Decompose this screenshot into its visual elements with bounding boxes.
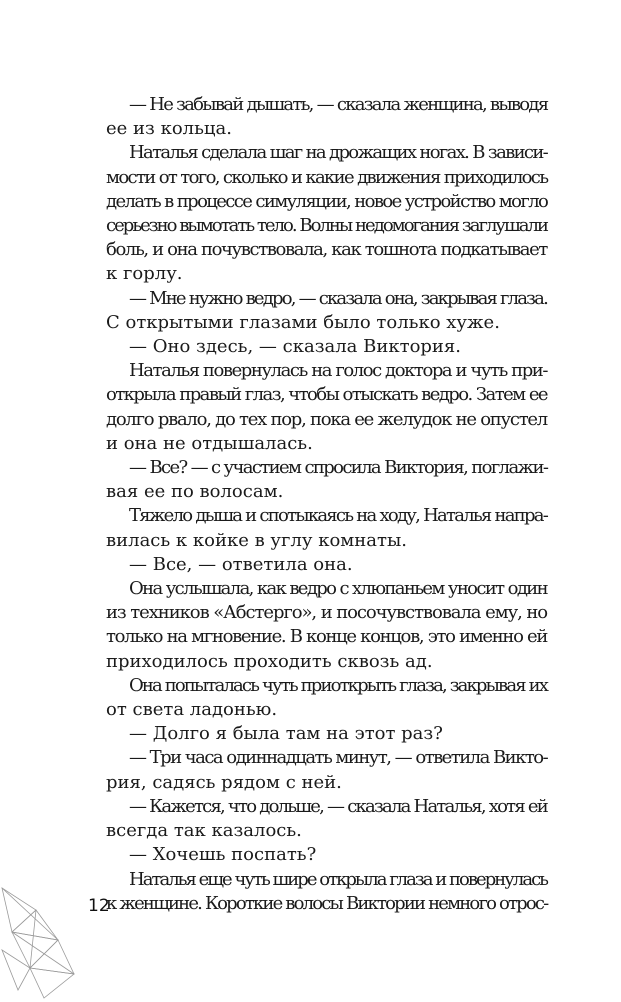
paragraph (106, 577, 547, 674)
text-line: серьезно вымотать тело. Волны недомогания заглушали (106, 215, 547, 237)
text-line: — Мне нужно ведро, — сказала она, закрывая глаза. (129, 287, 547, 309)
paragraph (106, 141, 547, 286)
text-line: — Три часа одиннадцать минут, — ответила Викто- (129, 747, 548, 769)
geometric-ornament-icon (0, 880, 80, 1002)
text-line: — Все? — с участием спросила Виктория, поглажи- (129, 457, 548, 479)
text-line: ее из кольца. (106, 118, 232, 140)
text-line: всегда так казалось. (106, 820, 302, 842)
paragraph (106, 674, 547, 722)
text-line: Она попыталась чуть приоткрыть глаза, закрывая их (129, 674, 548, 696)
text-line: вая ее по волосам. (106, 481, 284, 503)
text-line: Наталья еще чуть шире открыла глаза и повернулась (129, 868, 547, 890)
paragraph (106, 843, 547, 867)
paragraph (106, 746, 547, 794)
text-line: — Кажется, что дольше, — сказала Наталья, хотя ей (129, 795, 547, 817)
text-line: рия, садясь рядом с ней. (106, 771, 342, 793)
text-line: — Все, — ответила она. (129, 553, 353, 575)
paragraph (106, 359, 547, 456)
text-line: приходилось проходить сквозь ад. (106, 650, 433, 672)
text-line: боль, и она почувствовала, как тошнота подкатывает (106, 239, 547, 261)
text-line: к горлу. (106, 263, 183, 285)
paragraph (106, 868, 547, 916)
text-line: — Оно здесь, — сказала Виктория. (129, 336, 461, 358)
text-line: мости от того, сколько и какие движения приходилось (106, 166, 548, 188)
text-line: С открытыми глазами было только хуже. (106, 311, 500, 333)
text-line: к женщине. Короткие волосы Виктории немного отрос- (106, 892, 548, 914)
paragraph (106, 93, 547, 141)
text-line: Наталья повернулась на голос доктора и чуть при- (129, 360, 547, 382)
paragraph (106, 335, 547, 359)
text-line: Она услышала, как ведро с хлюпаньем уносит один (129, 578, 547, 600)
body-text (106, 93, 547, 916)
text-line: из техников «Абстерго», и посочувствовала ему, но (106, 602, 548, 624)
text-line: Тяжело дыша и спотыкаясь на ходу, Наталья напра- (129, 505, 548, 527)
text-line: открыла правый глаз, чтобы отыскать ведро. Затем ее (106, 384, 547, 406)
page-number: 12 (88, 896, 110, 916)
paragraph (106, 795, 547, 843)
paragraph (106, 553, 547, 577)
text-line: — Долго я была там на этот раз? (129, 723, 443, 745)
text-line: только на мгновение. В конце концов, это именно ей (106, 626, 547, 648)
paragraph (106, 287, 547, 335)
text-line: делать в процессе симуляции, новое устройство могло (106, 190, 548, 212)
text-line: — Не забывай дышать, — сказала женщина, выводя (129, 94, 548, 115)
text-line: от света ладонью. (106, 699, 278, 721)
paragraph (106, 456, 547, 504)
text-line: долго рвало, до тех пор, пока ее желудок не опустел (106, 408, 547, 430)
paragraph (106, 722, 547, 746)
text-line: Наталья сделала шаг на дрожащих ногах. В зависи- (129, 142, 548, 164)
paragraph (106, 504, 547, 552)
text-line: вилась к койке в углу комнаты. (106, 529, 408, 551)
text-line: и она не отдышалась. (106, 432, 313, 454)
text-line: — Хочешь поспать? (129, 844, 317, 866)
